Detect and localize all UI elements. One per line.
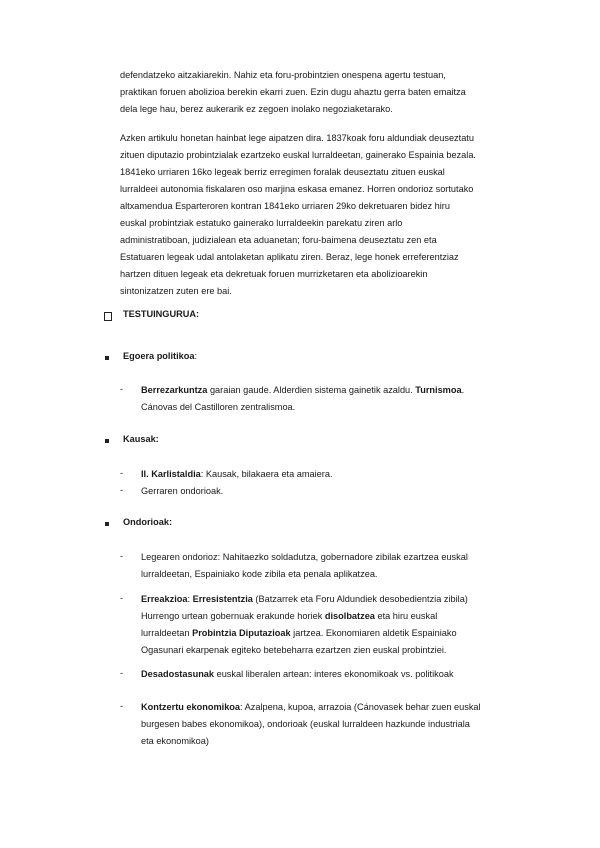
bold-term: Erreakzioa — [141, 594, 188, 604]
text-line: Azken artikulu honetan hainbat lege aipatzen dira. 1837koak foru aldundiak deuseztatu — [120, 133, 474, 143]
bold-term: Kontzertu ekonomikoa — [141, 702, 241, 712]
egoera-label: Egoera politikoa — [123, 351, 195, 361]
item-text: garaian gaude. Alderdien sistema gainetik azaldu. — [207, 385, 416, 395]
square-bullet-icon — [105, 439, 109, 443]
item-text: eta hiru euskal — [374, 611, 438, 621]
item-text: Cánovas del Castilloren zentralismoa. — [141, 402, 296, 412]
bold-term: disolbatzea — [324, 611, 375, 621]
item-text: : — [187, 594, 193, 604]
item-text: . — [461, 385, 465, 395]
item-text: Gerraren ondorioak. — [141, 486, 224, 496]
egoera-item — [141, 382, 513, 416]
square-bullet-icon — [105, 522, 109, 526]
text-line: 1841eko urriaren 16ko legeak berriz erregimen foralak deuseztatu zituen euskal — [120, 167, 445, 177]
dash-bullet-icon: - — [120, 384, 124, 394]
item-text: : Azalpena, kupoa, arrazoia (Cánovasek behar zuen euskal — [240, 702, 481, 712]
bold-term: II. Karlistaldia — [141, 469, 201, 479]
section-title: TESTUINGURUA: — [123, 309, 200, 319]
item-text: Hurrengo urtean gobernuak erakunde horiek — [141, 611, 325, 621]
bold-term: Erresistentzia — [192, 594, 253, 604]
bold-term: Berrezarkuntza — [141, 385, 208, 395]
text-line: administratiboan, judizialean eta aduanetan; foru-baimena deuseztatu zen eta — [120, 235, 437, 245]
text-line: sintonizatzen zuten ere bai. — [120, 286, 232, 296]
item-text: (Batzarrek eta Foru Aldundiek desobedientzia zibila) — [252, 594, 468, 604]
item-text: lurraldeetan, Espainiako kode zibila eta penala aplikatzea. — [141, 569, 378, 579]
text-line: altxamendua Esparteroren kontran 1841eko urriaren 29ko dekretuaren bidez hiru — [120, 201, 450, 211]
bold-term: Probintzia Diputazioak — [192, 628, 291, 638]
ondorioak-item — [141, 666, 513, 683]
item-text: : Kausak, bilakaera eta amaiera. — [200, 469, 333, 479]
egoera-heading — [123, 351, 197, 361]
text-line: hartzen dituen legeak eta dekretuak foruen murrizketaren eta abolizioarekin — [120, 269, 428, 279]
ondorioak-heading: Ondorioak: — [123, 517, 173, 527]
text-line: euskal probintziak estatuko gainerako lurraldeekin parekatu ziren arlo — [120, 218, 403, 228]
item-text: Legearen ondorioz: Nahitaezko soldadutza, gobernadore zibilak ezartzea euskal — [141, 552, 468, 562]
dash-bullet-icon: - — [120, 668, 124, 678]
kausak-item — [141, 466, 513, 483]
bold-term: Desadostasunak — [141, 669, 215, 679]
text-line: praktikan foruen abolizioa berekin ekarri zuen. Ezin dugu ahaztu gerra baten emaitza — [120, 87, 466, 97]
text-line: lurraldeei autonomia fiskalaren oso marjina eskasa emanez. Horren ondorioz sortutako — [120, 184, 474, 194]
item-text: euskal liberalen artean: interes ekonomikoak vs. politikoak — [214, 669, 454, 679]
text-line: Estatuaren legeak udal antolaketan aplikatu ziren. Beraz, lege honek erreferentziaz — [120, 252, 459, 262]
text-line: defendatzeko aitzakiarekin. Nahiz eta foru-probintzien onespena agertu testuan, — [120, 70, 446, 80]
kausak-heading: Kausak: — [123, 434, 159, 444]
dash-bullet-icon: - — [120, 551, 124, 561]
item-text: lurraldeetan — [141, 628, 193, 638]
dash-bullet-icon: - — [120, 485, 124, 495]
dash-bullet-icon: - — [120, 701, 124, 711]
ondorioak-item — [141, 549, 513, 583]
ondorioak-item — [141, 699, 513, 750]
item-text: burgesen babes ekonomikoa), ondorioak (euskal lurraldeen hazkunde industriala — [141, 719, 470, 729]
square-bullet-icon — [105, 356, 109, 360]
item-text: Ogasunari ekarpenak egiteko betebeharra ezartzen zien euskal probintziei. — [141, 645, 447, 655]
dash-bullet-icon: - — [120, 468, 124, 478]
dash-bullet-icon: - — [120, 593, 124, 603]
text-line: zituen diputazio probintzialak ezartzeko euskal lurraldeetan, gainerako Espainia bezala. — [120, 150, 476, 160]
text-line: dela lege hau, berez aukerarik ez zegoen inolako negoziaketarako. — [120, 104, 393, 114]
item-text: jartzea. Ekonomiaren aldetik Espainiako — [290, 628, 457, 638]
checkbox-bullet-icon — [104, 312, 112, 321]
bold-term: Turnismoa — [415, 385, 462, 395]
ondorioak-item — [141, 591, 513, 659]
intro-paragraph — [120, 67, 513, 118]
kausak-item — [141, 483, 513, 500]
item-text: eta ekonomikoa) — [141, 736, 209, 746]
laws-paragraph — [120, 130, 513, 300]
egoera-colon: : — [194, 351, 198, 361]
